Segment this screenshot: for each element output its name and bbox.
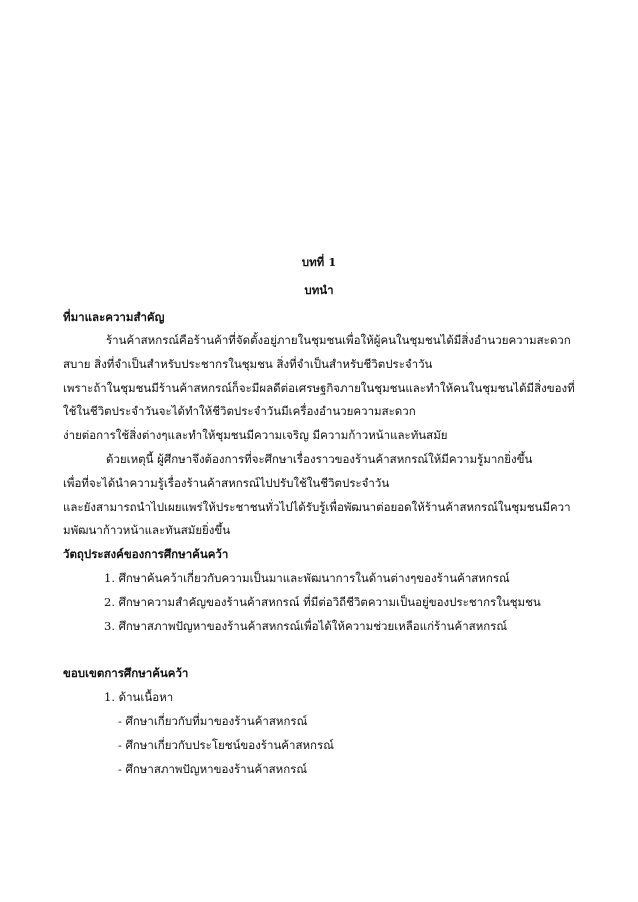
paragraph-line: ง่ายต่อการใช้สิ่งต่างๆและทำให้ชุมชนมีความเจริญ มีความก้าวหน้าและทันสมัย [63,428,448,442]
scope-sub-item: - ศึกษาเกี่ยวกับประโยชน์ของร้านค้าสหกรณ์ [118,738,334,752]
paragraph-line: มพัฒนาก้าวหน้าและทันสมัยยิ่งขึ้น [63,523,231,537]
paragraph-line: ด้วยเหตุนี้ ผู้ศึกษาจึงต้องการที่จะศึกษาเรื่องราวของร้านค้าสหกรณ์ให้มีความรู้มากยิ่งขึ้น [106,452,533,466]
chapter-number: บทที่ 1 [301,255,337,269]
paragraph-line: ใช้ในชีวิตประจำวันจะได้ทำให้ชีวิตประจำวันมีเครื่องอำนวยความสะดวก [63,404,416,418]
scope-sub-item: - ศึกษาเกี่ยวกับที่มาของร้านค้าสหกรณ์ [118,714,308,728]
scope-heading: ขอบเขตการศึกษาค้นคว้า [63,666,189,680]
paragraph-line: เพื่อที่จะได้นำความรู้เรื่องร้านค้าสหกรณ์ไปปรับใช้ในชีวิตประจำวัน [63,476,390,490]
objective-item: 3. ศึกษาสภาพปัญหาของร้านค้าสหกรณ์เพื่อได้ให้ความช่วยเหลือแก่ร้านค้าสหกรณ์ [104,619,508,633]
scope-sub-item: - ศึกษาสภาพปัญหาของร้านค้าสหกรณ์ [118,762,308,776]
paragraph-line: เพราะถ้าในชุมชนมีร้านค้าสหกรณ์ก็จะมีผลดีต่อเศรษฐกิจภายในชุมชนและทำให้คนในชุมชนได้มีสิ่งของที่ [63,381,575,395]
scope-item: 1. ด้านเนื้อหา [104,690,174,704]
paragraph-line: ร้านค้าสหกรณ์คือร้านค้าที่จัดตั้งอยู่ภายในชุมชนเพื่อให้ผู้คนในชุมชนได้มีสิ่งอำนวยความสะดวก [106,333,571,347]
paragraph-line: และยังสามารถนำไปเผยแพร่ให้ประชาชนทั่วไปได้รับรู้เพื่อพัฒนาต่อยอดให้ร้านค้าสหกรณ์ในชุมชนมีควา [63,500,571,514]
objective-item: 2. ศึกษาความสำคัญของร้านค้าสหกรณ์ ที่มีต่อวิถีชีวิตความเป็นอยู่ของประชากรในชุมชน [104,595,541,609]
objectives-heading: วัตถุประสงค์ของการศึกษาค้นคว้า [63,547,229,561]
background-heading: ที่มาและความสำคัญ [63,310,165,324]
paragraph-line: สบาย สิ่งที่จำเป็นสำหรับประชากรในชุมชน สิ่งที่จำเป็นสำหรับชีวิตประจำวัน [63,357,433,371]
objective-item: 1. ศึกษาค้นคว้าเกี่ยวกับความเป็นมาและพัฒนาการในด้านต่างๆของร้านค้าสหกรณ์ [104,571,510,585]
chapter-title: บทนำ [304,283,334,297]
